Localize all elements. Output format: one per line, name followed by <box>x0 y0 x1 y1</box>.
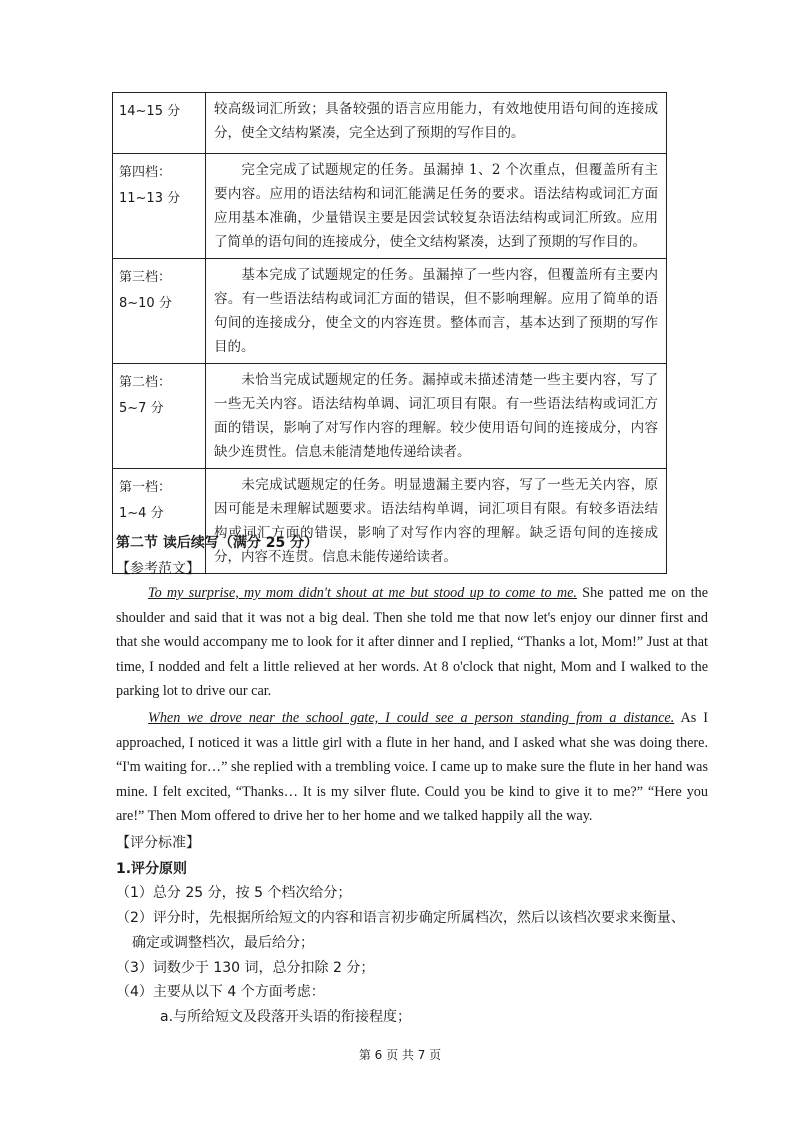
band-name: 第二档： <box>119 375 172 390</box>
band-description-text: 基本完成了试题规定的任务。虽漏掉了一些内容，但覆盖所有主要内容。有一些语法结构或词汇方面的错误，但不影响理解。应用了简单的语句间的连接成分，使全文的内容连贯。整体而言，基本达到了预期的写作目的。 <box>214 267 658 355</box>
principle-item: （4）主要从以下 4 个方面考虑： <box>116 984 325 1000</box>
section-title: 第二节 读后续写（满分 25 分） <box>116 535 319 551</box>
scoring-rubric-table <box>112 92 667 574</box>
paragraph-body: She patted me on the shoulder and said that it was not a big deal. Then she told me that now let's enjoy our dinner first and that she would accompany me to look for it after dinner and I replied, “Thanks a lot, Mom!” Just at that time, I nodded and felt a little relieved at her words. At 8 o'clock that night, Mom and I walked to the parking lot to drive our car. <box>116 585 708 699</box>
band-name: 第一档： <box>119 480 172 495</box>
principle-subitem: a.与所给短文及段落开头语的衔接程度； <box>160 1009 412 1025</box>
paragraph-opening-line: To my surprise, my mom didn't shout at me but stood up to come to me. <box>148 585 577 601</box>
band-score: 8~10 分 <box>119 296 172 311</box>
band-description-text: 未恰当完成试题规定的任务。漏掉或未描述清楚一些主要内容，写了一些无关内容。语法结构单调、词汇项目有限。有一些语法结构或词汇方面的错误，影响了对写作内容的理解。较少使用语句间的连接成分，内容缺少连贯性。信息未能清楚地传递给读者。 <box>214 372 658 460</box>
rubric-row <box>113 93 667 154</box>
principles-title: 1.评分原则 <box>116 861 188 877</box>
paragraph-opening-line: When we drove near the school gate, I could see a person standing from a distance. <box>148 710 675 726</box>
band-score: 5~7 分 <box>119 401 164 416</box>
band-description: 较高级词汇所致；具备较强的语言应用能力，有效地使用语句间的连接成分，使全文结构紧凑，完全达到了预期的写作目的。 <box>206 93 667 154</box>
essay-paragraph-1 <box>116 581 708 704</box>
band-score: 11~13 分 <box>119 191 181 206</box>
band-description <box>206 259 667 364</box>
page-footer: 第 6 页 共 7 页 <box>358 1048 442 1062</box>
rubric-row <box>113 364 667 469</box>
band-name: 第三档： <box>119 270 172 285</box>
band-cell <box>113 93 206 154</box>
paragraph-body: As I approached, I noticed it was a little girl with a flute in her hand, and I asked what she was doing there. “I'm waiting for…” she replied with a trembling voice. I came up to make sure the flute in her hand was mine. I felt excited, “Thanks… It is my silver flute. Could you be kind to give it to me?” “Here you are!” Then Mom offered to drive her to her home and we talked happily all the way. <box>116 710 708 824</box>
band-description <box>206 469 667 574</box>
band-score: 1~4 分 <box>119 506 164 521</box>
band-name: 第四档： <box>119 165 172 180</box>
principle-item: （1）总分 25 分，按 5 个档次给分； <box>116 885 352 901</box>
essay-paragraph-2 <box>116 706 708 829</box>
principle-item: （2）评分时，先根据所给短文的内容和语言初步确定所属档次，然后以该档次要求来衡量、 <box>116 910 685 926</box>
rubric-row <box>113 259 667 364</box>
band-cell <box>113 154 206 259</box>
band-description <box>206 154 667 259</box>
scoring-heading: 【评分标准】 <box>116 835 200 851</box>
band-cell <box>113 364 206 469</box>
reference-heading: 【参考范文】 <box>116 561 200 577</box>
band-description <box>206 364 667 469</box>
band-description-text: 未完成试题规定的任务。明显遗漏主要内容，写了一些无关内容，原因可能是未理解试题要求。语法结构单调，词汇项目有限。有较多语法结构或词汇方面的错误，影响了对写作内容的理解。缺乏语句间的连接成分，内容不连贯。信息未能传递给读者。 <box>214 477 658 565</box>
band-score: 14~15 分 <box>119 104 181 119</box>
band-cell <box>113 259 206 364</box>
principle-item: （3）词数少于 130 词，总分扣除 2 分； <box>116 960 375 976</box>
band-description-text: 完全完成了试题规定的任务。虽漏掉 1、2 个次重点，但覆盖所有主要内容。应用的语法结构和词汇能满足任务的要求。语法结构或词汇方面应用基本准确，少量错误主要是因尝试较复杂语法结构或词汇所致。应用了简单的语句间的连接成分，使全文结构紧凑，达到了预期的写作目的。 <box>214 162 658 250</box>
rubric-row <box>113 154 667 259</box>
principle-item: 确定或调整档次，最后给分； <box>132 935 314 951</box>
